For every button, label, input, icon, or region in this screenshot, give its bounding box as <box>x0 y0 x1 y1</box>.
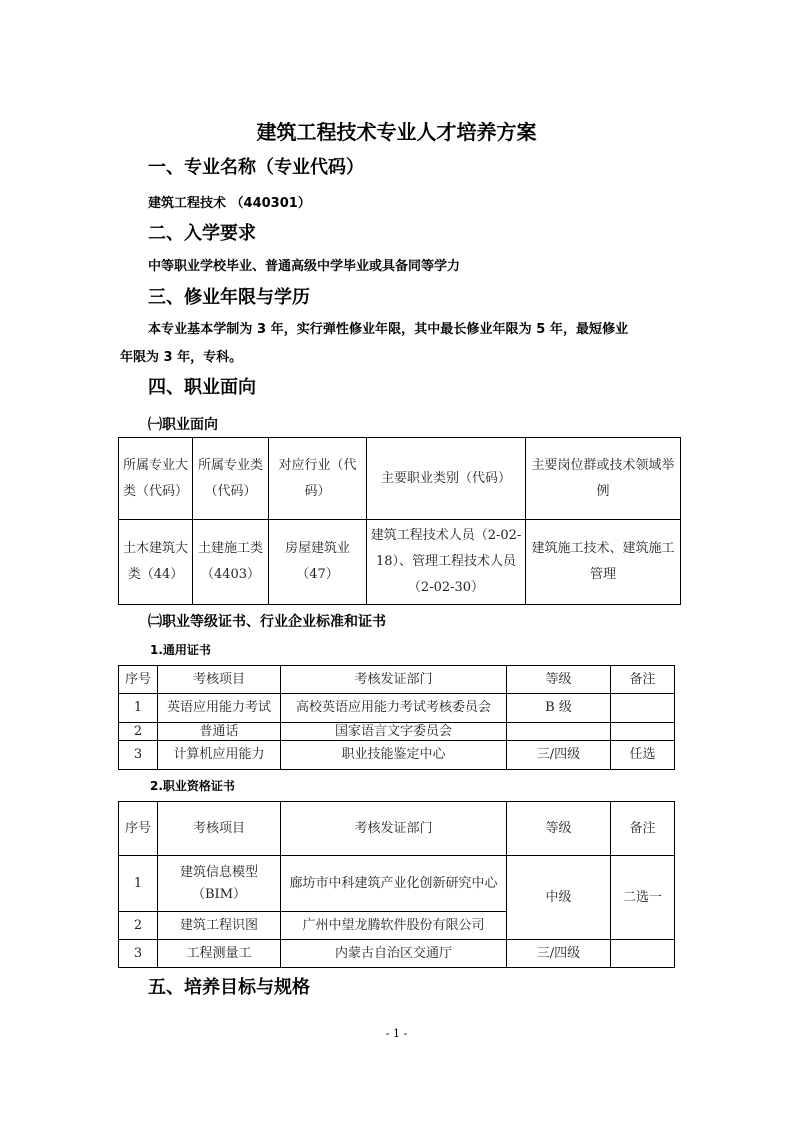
header-job-positions: 主要岗位群或技术领域举例 <box>526 438 681 520</box>
header-item: 考核项目 <box>158 802 281 856</box>
header-level: 等级 <box>507 666 611 694</box>
row-2-no: 2 <box>119 723 158 741</box>
row-3-remark <box>611 940 675 968</box>
admission-requirement: 中等职业学校毕业、普通高级中学毕业或具备同等学力 <box>148 259 461 274</box>
header-remark: 备注 <box>611 802 675 856</box>
general-certificates-table <box>118 665 675 770</box>
cell-job-positions: 建筑施工技术、建筑施工管理 <box>526 520 681 605</box>
header-remark: 备注 <box>611 666 675 694</box>
row-2-department: 广州中望龙腾软件股份有限公司 <box>281 912 507 940</box>
row-3-remark: 任选 <box>611 741 675 770</box>
row-3-level: 三/四级 <box>507 741 611 770</box>
row-2-department: 国家语言文字委员会 <box>281 723 507 741</box>
duration-text-line2: 年限为 3 年，专科。 <box>120 350 243 365</box>
duration-text-line1: 本专业基本学制为 3 年，实行弹性修业年限，其中最长修业年限为 5 年，最短修业 <box>148 322 629 337</box>
merged-remark-cell: 二选一 <box>611 856 675 940</box>
subsection-general-certificates: 1.通用证书 <box>150 643 211 657</box>
row-2-level <box>507 723 611 741</box>
subsection-qualification-certificates: 2.职业资格证书 <box>150 779 235 793</box>
header-department: 考核发证部门 <box>281 666 507 694</box>
row-2-no: 2 <box>119 912 158 940</box>
header-industry: 对应行业（代码） <box>269 438 367 520</box>
row-1-item: 建筑信息模型（BIM） <box>158 856 281 912</box>
header-major-category: 所属专业大类（代码） <box>119 438 193 520</box>
cell-industry: 房屋建筑业（47） <box>269 520 367 605</box>
row-1-item: 英语应用能力考试 <box>158 694 281 723</box>
header-no: 序号 <box>119 802 158 856</box>
row-1-department: 廊坊市中科建筑产业化创新研究中心 <box>281 856 507 912</box>
cell-occupation-category: 建筑工程技术人员（2-02-18）、管理工程技术人员（2-02-30） <box>367 520 526 605</box>
header-level: 等级 <box>507 802 611 856</box>
row-1-remark <box>611 694 675 723</box>
row-3-department: 职业技能鉴定中心 <box>281 741 507 770</box>
row-1-no: 1 <box>119 694 158 723</box>
subsection-career-orientation: ㈠职业面向 <box>148 417 218 433</box>
section-3-heading: 三、修业年限与学历 <box>148 287 310 308</box>
row-3-item: 工程测量工 <box>158 940 281 968</box>
cell-major-class: 土建施工类（4403） <box>193 520 269 605</box>
row-1-level: B 级 <box>507 694 611 723</box>
row-3-item: 计算机应用能力 <box>158 741 281 770</box>
merged-level-cell: 中级 <box>507 856 611 940</box>
career-orientation-table <box>118 437 681 605</box>
header-department: 考核发证部门 <box>281 802 507 856</box>
section-4-heading: 四、职业面向 <box>148 377 256 398</box>
row-2-item: 普通话 <box>158 723 281 741</box>
row-2-remark <box>611 723 675 741</box>
row-2-item: 建筑工程识图 <box>158 912 281 940</box>
page-number: - 1 - <box>385 1027 408 1040</box>
section-1-heading: 一、专业名称（专业代码） <box>148 157 364 178</box>
header-item: 考核项目 <box>158 666 281 694</box>
section-5-heading: 五、培养目标与规格 <box>148 977 310 998</box>
section-2-heading: 二、入学要求 <box>148 223 256 244</box>
document-title: 建筑工程技术专业人才培养方案 <box>256 120 537 144</box>
row-3-no: 3 <box>119 940 158 968</box>
row-1-no: 1 <box>119 856 158 912</box>
header-major-class: 所属专业类（代码） <box>193 438 269 520</box>
cell-major-category: 土木建筑大类（44） <box>119 520 193 605</box>
header-no: 序号 <box>119 666 158 694</box>
row-3-department: 内蒙古自治区交通厅 <box>281 940 507 968</box>
qualification-certificates-table <box>118 801 675 968</box>
row-3-level: 三/四级 <box>507 940 611 968</box>
row-1-department: 高校英语应用能力考试考核委员会 <box>281 694 507 723</box>
header-occupation-category: 主要职业类别（代码） <box>367 438 526 520</box>
subsection-certificates: ㈡职业等级证书、行业企业标准和证书 <box>148 614 386 630</box>
row-3-no: 3 <box>119 741 158 770</box>
major-name: 建筑工程技术 （440301） <box>148 196 311 211</box>
